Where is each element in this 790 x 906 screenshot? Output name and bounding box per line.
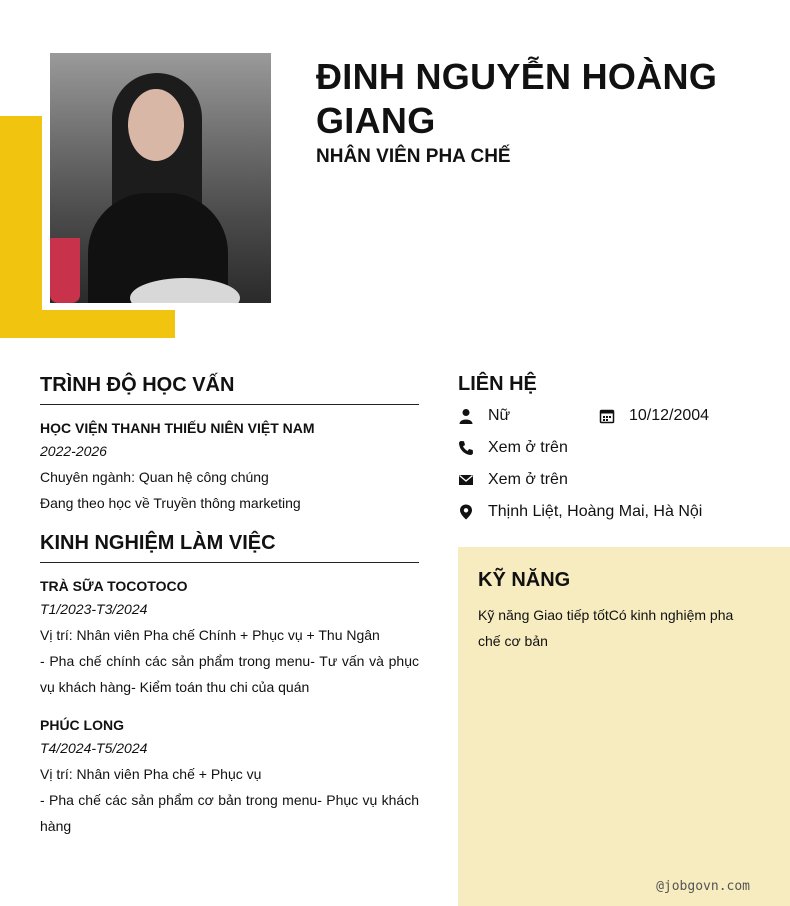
contact-birthday-row <box>599 405 709 427</box>
job-period: T1/2023-T3/2024 <box>40 601 148 617</box>
contact-email: Xem ở trên <box>488 471 568 488</box>
contact-gender: Nữ <box>488 407 511 424</box>
contact-email-row <box>458 469 568 491</box>
education-school: HỌC VIỆN THANH THIẾU NIÊN VIỆT NAM <box>40 420 315 436</box>
profile-photo <box>50 53 271 303</box>
education-major: Chuyên ngành: Quan hệ công chúng <box>40 469 269 485</box>
left-column <box>40 374 419 839</box>
candidate-name: ĐINH NGUYỄN HOÀNG GIANG <box>316 56 718 141</box>
job-period: T4/2024-T5/2024 <box>40 740 148 756</box>
candidate-role: NHÂN VIÊN PHA CHẾ <box>316 146 511 167</box>
contact-phone-row <box>458 437 568 459</box>
accent-block-horizontal <box>0 310 175 338</box>
skills-heading: KỸ NĂNG <box>478 569 571 591</box>
contact-address-row <box>458 501 702 523</box>
contact-address: Thịnh Liệt, Hoàng Mai, Hà Nội <box>488 503 703 520</box>
job-entry <box>40 577 419 700</box>
job-description: - Pha chế chính các sản phẩm trong menu- Tư vấn và phục vụ khách hàng- Kiểm toán thu chi của quán <box>40 653 419 695</box>
contact-birthday: 10/12/2004 <box>629 407 710 424</box>
job-position: Vị trí: Nhân viên Pha chế + Phục vụ <box>40 766 262 782</box>
education-heading: TRÌNH ĐỘ HỌC VẤN <box>40 374 419 405</box>
skills-text: Kỹ năng Giao tiếp tốtCó kinh nghiệm pha chế cơ bản <box>478 607 734 649</box>
location-pin-icon <box>458 504 474 520</box>
education-period: 2022-2026 <box>40 443 107 459</box>
watermark: @jobgovn.com <box>656 879 750 894</box>
photo-face <box>128 89 184 161</box>
contact-gender-row <box>458 405 510 427</box>
job-description: - Pha chế các sản phẩm cơ bản trong menu- Phục vụ khách hàng <box>40 792 419 834</box>
contact-heading: LIÊN HỆ <box>458 373 537 395</box>
mail-icon <box>458 472 474 488</box>
accent-block-vertical <box>0 116 42 338</box>
education-note: Đang theo học về Truyền thông marketing <box>40 495 301 511</box>
phone-icon <box>458 440 474 456</box>
contact-phone: Xem ở trên <box>488 439 568 456</box>
job-company: PHÚC LONG <box>40 717 124 733</box>
job-position: Vị trí: Nhân viên Pha chế Chính + Phục vụ + Thu Ngân <box>40 627 380 643</box>
experience-heading: KINH NGHIỆM LÀM VIỆC <box>40 532 419 563</box>
calendar-icon <box>599 408 615 424</box>
job-entry <box>40 716 419 839</box>
skills-panel <box>458 547 790 906</box>
job-company: TRÀ SỮA TOCOTOCO <box>40 578 188 594</box>
experience-section <box>40 532 419 839</box>
person-icon <box>458 408 474 424</box>
photo-drink <box>50 238 80 303</box>
